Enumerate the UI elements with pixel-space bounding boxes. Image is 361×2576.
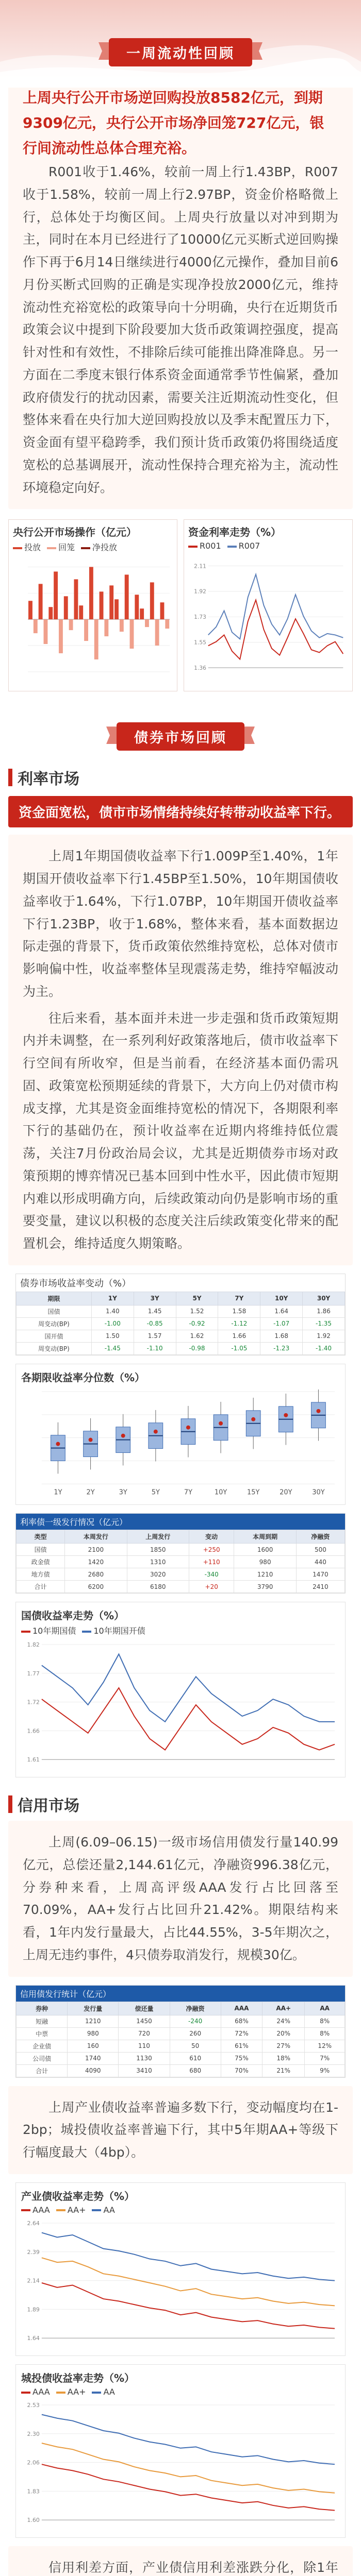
omo-chart-title: 央行公开市场操作（亿元） bbox=[13, 526, 137, 539]
table-cell: 短融 bbox=[17, 2015, 68, 2027]
series-line bbox=[42, 2464, 335, 2510]
y-tick-label: 2.39 bbox=[27, 2248, 40, 2256]
y-tick-label: 2.06 bbox=[27, 2459, 40, 2466]
table-cell: 1210 bbox=[68, 2015, 119, 2027]
series-line bbox=[42, 2233, 335, 2281]
table-cell: 2680 bbox=[65, 1568, 127, 1581]
table-cell: 中票 bbox=[17, 2027, 68, 2040]
y-tick-label: 2.11 bbox=[194, 563, 206, 570]
table-cell: -0.92 bbox=[176, 1317, 218, 1330]
credit-paragraph-2: 上周产业债收益率普遍多数下行，变动幅度均在1-2bp；城投债收益率普遍下行，其中5年期AA+等级下行幅度最大（4bp）。 bbox=[23, 2099, 338, 2160]
table-cell: 1.92 bbox=[303, 1330, 345, 1342]
bond-section-title bbox=[117, 722, 244, 751]
legend-item: 10年期国开债 bbox=[82, 1624, 145, 1636]
table-cell: 国债 bbox=[17, 1544, 65, 1556]
legend-item: AA bbox=[92, 2387, 114, 2397]
table-cell: +20 bbox=[189, 1581, 234, 1593]
rates-subheading bbox=[8, 766, 353, 789]
table-header-cell: 券种 bbox=[17, 2002, 68, 2015]
table-cell: 8% bbox=[305, 2027, 345, 2040]
industrial-chart-title: 产业债收益率走势（%） bbox=[21, 2190, 135, 2202]
omo-bar-chart bbox=[13, 555, 173, 689]
current-value-dot bbox=[56, 1442, 60, 1446]
y-tick-label: 2.64 bbox=[27, 2219, 40, 2227]
table-header-cell: 变动 bbox=[189, 1530, 234, 1544]
table-cell: 1.45 bbox=[134, 1305, 176, 1317]
omo-bar bbox=[140, 608, 144, 619]
table-cell: 440 bbox=[296, 1556, 344, 1568]
table-cell: 国开债 bbox=[17, 1330, 92, 1342]
y-tick-label: 1.83 bbox=[27, 2488, 40, 2495]
table-cell: 合计 bbox=[17, 2064, 68, 2077]
table-cell: 1310 bbox=[127, 1556, 189, 1568]
liquidity-highlight: 上周央行公开市场逆回购投放8582亿元，到期9309亿元，央行公开市场净回笼727亿元，银行间流动性总体合理充裕。 bbox=[23, 89, 324, 157]
omo-bar bbox=[74, 580, 78, 620]
current-value-dot bbox=[284, 1413, 288, 1417]
urban-yield-chart bbox=[15, 2364, 346, 2538]
table-header-cell: 1Y bbox=[91, 1292, 134, 1305]
table-cell: 1.68 bbox=[260, 1330, 303, 1342]
series-line bbox=[42, 1654, 335, 1722]
table-cell: 1.62 bbox=[176, 1330, 218, 1342]
table-row bbox=[17, 1556, 345, 1568]
legend-item: R001 bbox=[188, 541, 221, 551]
table-header-cell: 净融资 bbox=[170, 2002, 221, 2015]
omo-bar bbox=[150, 583, 154, 620]
credit-heading-text: 信用市场 bbox=[18, 1797, 79, 1816]
table-header-cell: AA+ bbox=[262, 2002, 305, 2015]
credit-text-card-3 bbox=[8, 2546, 353, 2576]
urban-line-chart bbox=[21, 2399, 340, 2532]
table-cell: 1.57 bbox=[134, 1330, 176, 1342]
rates-issuance-table bbox=[15, 1513, 346, 1594]
omo-bar bbox=[48, 607, 53, 619]
table-cell: -240 bbox=[170, 2015, 221, 2027]
omo-bar bbox=[54, 572, 58, 620]
credit-text-card-1 bbox=[8, 1821, 353, 1977]
y-tick-label: 1.82 bbox=[27, 1641, 40, 1648]
credit-paragraph-3: 信用利差方面，产业债信用利差涨跌分化，除1年 bbox=[48, 2560, 338, 2575]
x-tick-label: 15Y bbox=[247, 1488, 260, 1497]
boxplot-chart bbox=[21, 1386, 340, 1499]
table-cell: -1.23 bbox=[260, 1342, 303, 1354]
omo-bar bbox=[145, 619, 149, 627]
table-row bbox=[17, 2015, 345, 2027]
table-header-cell: 净融资 bbox=[296, 1530, 344, 1544]
table-row bbox=[17, 2064, 345, 2077]
table-cell: 1.86 bbox=[303, 1305, 345, 1317]
credit-text-card-2 bbox=[8, 2086, 353, 2174]
y-tick-label: 2.30 bbox=[27, 2430, 40, 2437]
current-value-dot bbox=[219, 1421, 223, 1426]
rates-paragraph-2: 往后来看，基本面并未进一步走强和货币政策短期内并未调整，在一系列利好政策落地后，债市收益率下行空间有所收窄，但是当前看，在经济基本面仍需巩固、政策宽松预期延续的背景下，大方向上仍对债市构成支撑，尤其是资金面维持宽松的情况下，各期限利率下行的基础仍在，预计收益率在近期内将维持低位震荡，关注7月份政治局会议，尤其是近期债券市场对政策预期的博弈情况已基本回到中性水平，因此债市短期内难以形成明确方向，后续政策动向仍是影响市场的重要变量，建议以积极的态度关注后续政策变化带来的配置机会，维持适度久期策略。 bbox=[23, 1010, 338, 1251]
omo-bar bbox=[84, 619, 88, 641]
y-tick-label: 1.64 bbox=[27, 2335, 40, 2342]
ribbon-right-decoration bbox=[252, 42, 262, 60]
repo-line-chart bbox=[188, 553, 348, 687]
table-cell: -0.85 bbox=[134, 1317, 176, 1330]
table-cell: 1740 bbox=[68, 2052, 119, 2064]
table-cell: 12% bbox=[305, 2040, 345, 2052]
table-cell: 68% bbox=[221, 2015, 262, 2027]
credit-paragraph-1: 上周(6.09–06.15)一级市场信用债发行量140.99亿元，总偿还量2,144.61亿元，净融资996.38亿元，分券种来看，上周高评级AAA发行占比回落至70.09%，AA+发行占比回升21.42%。期限结构来看，1年内发行量最大，占比44.55%，3-5年期次之，上周无违约事件，4只债券取消发行，规模30亿。 bbox=[23, 1835, 338, 1962]
table-cell: 1600 bbox=[234, 1544, 296, 1556]
table-row bbox=[17, 2040, 345, 2052]
table-header-cell: 本周发行 bbox=[65, 1530, 127, 1544]
legend-item: R007 bbox=[227, 541, 260, 551]
liquidity-section-header bbox=[0, 38, 361, 66]
table-row bbox=[17, 1305, 345, 1317]
subheading-marker bbox=[8, 769, 12, 786]
table-cell: 61% bbox=[221, 2040, 262, 2052]
table-cell: 周变动(BP) bbox=[17, 1342, 92, 1354]
rates-heading-text: 利率市场 bbox=[18, 770, 79, 789]
legend-item: 回笼 bbox=[47, 541, 75, 553]
y-tick-label: 2.53 bbox=[27, 2402, 40, 2409]
table-cell: 3790 bbox=[234, 1581, 296, 1593]
yield-percentile-chart bbox=[15, 1364, 346, 1505]
table-cell: -1.40 bbox=[303, 1342, 345, 1354]
table-cell: 4090 bbox=[68, 2064, 119, 2077]
x-tick-label: 30Y bbox=[312, 1488, 325, 1497]
table-cell: 75% bbox=[221, 2052, 262, 2064]
table-cell: 72% bbox=[221, 2027, 262, 2040]
table-cell: 政金债 bbox=[17, 1556, 65, 1568]
omo-bar bbox=[100, 592, 104, 620]
table-header-cell: AA bbox=[305, 2002, 345, 2015]
omo-bar bbox=[89, 567, 93, 620]
legend-item: AA bbox=[92, 2205, 114, 2215]
table-row bbox=[17, 1342, 345, 1354]
omo-bar bbox=[120, 619, 124, 632]
liquidity-summary-card bbox=[8, 75, 353, 509]
table-cell: -1.12 bbox=[218, 1317, 260, 1330]
series-line bbox=[42, 2443, 335, 2493]
current-value-dot bbox=[316, 1409, 320, 1413]
table-header-cell: 5Y bbox=[176, 1292, 218, 1305]
current-value-dot bbox=[121, 1433, 125, 1437]
omo-bar bbox=[130, 619, 134, 649]
table-row bbox=[17, 1544, 345, 1556]
table-cell: -1.00 bbox=[91, 1317, 134, 1330]
table-row bbox=[17, 1568, 345, 1581]
rates-text-card bbox=[8, 835, 353, 1265]
legend-item: 净投放 bbox=[81, 541, 117, 553]
table-header-cell: 30Y bbox=[303, 1292, 345, 1305]
table-cell: -1.10 bbox=[134, 1342, 176, 1354]
credit-issuance-grid bbox=[16, 2002, 345, 2077]
table-cell: 500 bbox=[296, 1544, 344, 1556]
table-cell: -0.98 bbox=[176, 1342, 218, 1354]
table-row bbox=[17, 1330, 345, 1342]
rates-banner: 资金面宽松，债市市场情绪持续好转带动收益率下行。 bbox=[8, 796, 353, 827]
table-cell: 6180 bbox=[127, 1581, 189, 1593]
series-line bbox=[42, 2415, 335, 2465]
y-tick-label: 1.73 bbox=[194, 614, 206, 621]
table-header-cell: 发行量 bbox=[68, 2002, 119, 2015]
table-cell: 1450 bbox=[119, 2015, 170, 2027]
bond-title-text: 债券市场回顾 bbox=[134, 730, 227, 747]
legend-item: AAA bbox=[21, 2205, 50, 2215]
legend-item: AAA bbox=[21, 2387, 50, 2397]
table-header-row bbox=[17, 2002, 345, 2015]
y-tick-label: 1.55 bbox=[194, 639, 206, 646]
y-tick-label: 1.66 bbox=[27, 1727, 40, 1735]
omo-chart bbox=[8, 519, 177, 691]
omo-bar bbox=[28, 601, 32, 620]
repo-chart-legend bbox=[188, 541, 348, 551]
table-cell: 9% bbox=[305, 2064, 345, 2077]
table-cell: 27% bbox=[262, 2040, 305, 2052]
table-cell: -1.45 bbox=[91, 1342, 134, 1354]
ribbon-left-decoration bbox=[106, 726, 117, 744]
table-cell: -340 bbox=[189, 1568, 234, 1581]
table-cell: -1.05 bbox=[218, 1342, 260, 1354]
table-cell: 1130 bbox=[119, 2052, 170, 2064]
current-value-dot bbox=[251, 1417, 255, 1421]
table-cell: 地方债 bbox=[17, 1568, 65, 1581]
table-cell: 3020 bbox=[127, 1568, 189, 1581]
table-header-cell: AAA bbox=[221, 2002, 262, 2015]
credit-subheading bbox=[8, 1793, 353, 1816]
ribbon-right-decoration bbox=[244, 726, 255, 744]
treasury-line-chart bbox=[21, 1638, 340, 1772]
table-cell: 合计 bbox=[17, 1581, 65, 1593]
table-cell: -1.35 bbox=[303, 1317, 345, 1330]
omo-bar bbox=[79, 605, 83, 619]
table-cell: 1.50 bbox=[91, 1330, 134, 1342]
table-cell: 1420 bbox=[65, 1556, 127, 1568]
omo-bar bbox=[160, 602, 165, 619]
y-tick-label: 1.60 bbox=[27, 2517, 40, 2524]
yield-table-title: 债券市场收益率变动（%） bbox=[20, 1278, 132, 1289]
issuance-grid bbox=[16, 1530, 345, 1593]
table-cell: 610 bbox=[170, 2052, 221, 2064]
omo-bar bbox=[94, 619, 99, 659]
urban-chart-legend bbox=[21, 2387, 340, 2397]
x-tick-label: 1Y bbox=[54, 1488, 62, 1497]
table-cell: 1.40 bbox=[91, 1305, 134, 1317]
table-cell: 1470 bbox=[296, 1568, 344, 1581]
table-header-cell: 偿还量 bbox=[119, 2002, 170, 2015]
omo-bar bbox=[125, 575, 129, 620]
table-header-cell: 10Y bbox=[260, 1292, 303, 1305]
industrial-line-chart bbox=[21, 2217, 340, 2350]
legend-item: 10年期国债 bbox=[21, 1624, 76, 1636]
table-cell: +250 bbox=[189, 1544, 234, 1556]
table-cell: 18% bbox=[262, 2052, 305, 2064]
y-tick-label: 1.36 bbox=[194, 665, 206, 672]
table-header-cell: 上周发行 bbox=[127, 1530, 189, 1544]
y-tick-label: 1.61 bbox=[27, 1756, 40, 1764]
omo-bar bbox=[39, 584, 43, 620]
table-cell: 6200 bbox=[65, 1581, 127, 1593]
y-tick-label: 2.14 bbox=[27, 2277, 40, 2284]
omo-bar bbox=[104, 619, 108, 636]
table-header-cell: 期限 bbox=[17, 1292, 92, 1305]
liquidity-charts bbox=[8, 519, 353, 691]
table-cell: +110 bbox=[189, 1556, 234, 1568]
yield-change-grid bbox=[16, 1292, 345, 1355]
table-cell: 1.52 bbox=[176, 1305, 218, 1317]
table-cell: 260 bbox=[170, 2027, 221, 2040]
repo-rate-chart bbox=[184, 519, 353, 691]
table-cell: 3410 bbox=[119, 2064, 170, 2077]
y-tick-label: 1.89 bbox=[27, 2306, 40, 2313]
boxplot-title: 各期限收益率分位数（%） bbox=[21, 1371, 145, 1384]
legend-item: AA+ bbox=[56, 2205, 86, 2215]
table-cell: 70% bbox=[221, 2064, 262, 2077]
legend-item: AA+ bbox=[56, 2387, 86, 2397]
repo-chart-title: 资金利率走势（%） bbox=[188, 526, 282, 539]
table-header-cell: 3Y bbox=[134, 1292, 176, 1305]
x-tick-label: 20Y bbox=[280, 1488, 292, 1497]
omo-bar bbox=[155, 619, 159, 646]
series-line bbox=[42, 1688, 335, 1750]
current-value-dot bbox=[154, 1429, 158, 1433]
table-cell: 1850 bbox=[127, 1544, 189, 1556]
table-header-row bbox=[17, 1530, 345, 1544]
y-tick-label: 1.92 bbox=[194, 588, 206, 595]
table-cell: 1.58 bbox=[218, 1305, 260, 1317]
issuance-table-title: 利率债一级发行情况（亿元） bbox=[16, 1514, 345, 1530]
table-cell: 1210 bbox=[234, 1568, 296, 1581]
current-value-dot bbox=[186, 1426, 190, 1430]
ribbon-left-decoration bbox=[99, 42, 109, 60]
bond-section-header bbox=[0, 722, 361, 751]
omo-bar bbox=[34, 619, 38, 633]
rates-paragraph-1: 上周1年期国债收益率下行1.009P至1.40%，1年期国开债收益率下行1.45BP至1.50%，10年期国债收益率收于1.64%，下行1.07BP，10年期国开债收益率下行1.23BP，收于1.68%，整体来看，基本面数据边际走强的背景下，货币政策依然维持宽松，总体对债市影响偏中性，收益率整体呈现震荡走势，维持窄幅波动为主。 bbox=[23, 849, 338, 999]
y-tick-label: 1.77 bbox=[27, 1670, 40, 1677]
liquidity-section-title bbox=[109, 38, 252, 66]
yield-change-table bbox=[15, 1274, 346, 1355]
omo-bar bbox=[69, 619, 73, 630]
table-row bbox=[17, 1581, 345, 1593]
table-row bbox=[17, 1317, 345, 1330]
table-header-cell: 类型 bbox=[17, 1530, 65, 1544]
table-cell: 周变动(BP) bbox=[17, 1317, 92, 1330]
table-cell: 1.64 bbox=[260, 1305, 303, 1317]
series-line bbox=[208, 574, 343, 639]
table-cell: 8% bbox=[305, 2015, 345, 2027]
omo-bar bbox=[135, 595, 139, 620]
table-cell: 720 bbox=[119, 2027, 170, 2040]
legend-item: 投放 bbox=[13, 541, 41, 553]
urban-chart-title: 城投债收益率走势（%） bbox=[21, 2372, 135, 2385]
omo-bar bbox=[64, 597, 68, 620]
table-header-cell: 本周到期 bbox=[234, 1530, 296, 1544]
table-cell: 110 bbox=[119, 2040, 170, 2052]
table-cell: 980 bbox=[68, 2027, 119, 2040]
y-tick-label: 1.72 bbox=[27, 1699, 40, 1706]
table-cell: 980 bbox=[234, 1556, 296, 1568]
table-cell: 7% bbox=[305, 2052, 345, 2064]
table-cell: 国债 bbox=[17, 1305, 92, 1317]
table-cell: 2100 bbox=[65, 1544, 127, 1556]
industrial-chart-legend bbox=[21, 2205, 340, 2215]
table-cell: 2410 bbox=[296, 1581, 344, 1593]
omo-bar bbox=[44, 619, 48, 644]
table-cell: -1.07 bbox=[260, 1317, 303, 1330]
table-cell: 21% bbox=[262, 2064, 305, 2077]
industrial-yield-chart bbox=[15, 2182, 346, 2356]
table-cell: 680 bbox=[170, 2064, 221, 2077]
omo-chart-legend bbox=[13, 541, 173, 553]
table-cell: 1.66 bbox=[218, 1330, 260, 1342]
table-row bbox=[17, 2052, 345, 2064]
x-tick-label: 7Y bbox=[184, 1488, 193, 1497]
treasury-chart-legend bbox=[21, 1624, 340, 1636]
current-value-dot bbox=[89, 1437, 93, 1442]
table-cell: 企业债 bbox=[17, 2040, 68, 2052]
credit-issuance-table bbox=[15, 1985, 346, 2078]
table-cell: 160 bbox=[68, 2040, 119, 2052]
x-tick-label: 2Y bbox=[86, 1488, 95, 1497]
credit-issuance-title: 信用债发行统计（亿元） bbox=[16, 1986, 345, 2002]
table-cell: 公司债 bbox=[17, 2052, 68, 2064]
table-header-cell: 7Y bbox=[218, 1292, 260, 1305]
table-header-row bbox=[17, 1292, 345, 1305]
liquidity-paragraph: R001收于1.46%，较前一周上行1.43BP，R007收于1.58%，较前一周上行2.97BP，资金价格略微上行，总体处于均衡区间。上周央行放量以对冲到期为主，同时在本月已经进行了10000亿元买断式逆回购操作下再于6月14日继续进行4000亿元操作，叠加目前6月份买断式回购的正确是实现净投放2000亿元，维持流动性充裕宽松的政策导向十分明确，央行在近期货币政策会议中提到下阶段要加大货币政策调控强度，提高针对性和有效性，不排除后续可能推出降准降息。另一方面在二季度末银行体系资金面通常季节性偏紧，叠加政府债发行的扰动因素，需要关注近期流动性变化，但整体来看在央行加大逆回购投放以及季末配置压力下，资金面有望平稳跨季，我们预计货币政策仍将围绕适度宽松的总基调展开，流动性保持合理充裕为主，流动性环境稳定向好。 bbox=[23, 164, 338, 495]
treasury-yield-chart bbox=[15, 1602, 346, 1777]
x-tick-label: 5Y bbox=[151, 1488, 160, 1497]
omo-bar bbox=[109, 586, 113, 620]
table-cell: 20% bbox=[262, 2027, 305, 2040]
x-tick-label: 10Y bbox=[214, 1488, 227, 1497]
treasury-chart-title: 国债收益率走势（%） bbox=[21, 1609, 125, 1622]
omo-bar bbox=[114, 600, 119, 620]
liquidity-title-text: 一周流动性回顾 bbox=[126, 46, 235, 62]
omo-bar bbox=[59, 619, 63, 653]
x-tick-label: 3Y bbox=[119, 1488, 127, 1497]
omo-bar bbox=[165, 619, 169, 629]
subheading-marker bbox=[8, 1795, 12, 1813]
table-cell: 50 bbox=[170, 2040, 221, 2052]
table-cell: 24% bbox=[262, 2015, 305, 2027]
table-row bbox=[17, 2027, 345, 2040]
